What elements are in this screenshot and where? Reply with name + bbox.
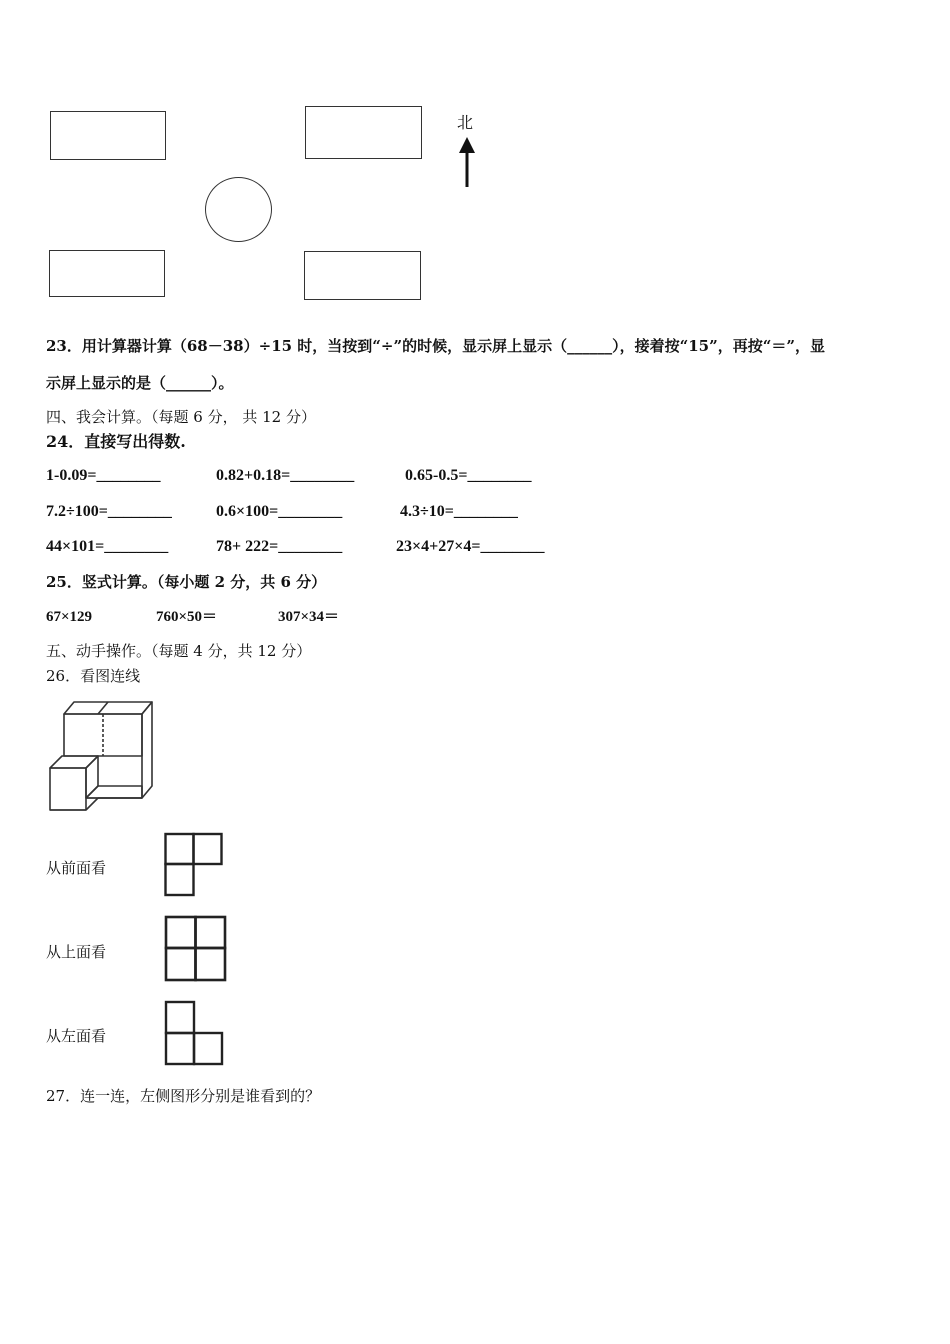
map-box-top-left <box>50 111 166 160</box>
q23-line2: 示屏上显示的是（______）。 <box>46 374 234 392</box>
q24-r1c1: 1-0.09=________ <box>46 467 161 484</box>
q24-r2c3: 4.3÷10=________ <box>400 503 518 520</box>
map-box-bottom-left <box>49 250 165 297</box>
q24-r3c1: 44×101=________ <box>46 538 169 555</box>
q26-view-left-label: 从左面看 <box>46 1027 107 1045</box>
q23-line1: 23．用计算器计算（68－38）÷15 时，当按到“÷”的时候，显示屏上显示（______），接着按“15”，再按“＝”，显 <box>46 337 826 355</box>
q25-item-3: 307×34＝ <box>278 609 340 625</box>
q25-item-2: 760×50＝ <box>156 609 218 625</box>
q26-title: 26．看图连线 <box>46 667 141 685</box>
q24-r1c3: 0.65-0.5=________ <box>405 467 532 484</box>
north-label: 北 <box>457 113 474 132</box>
q24-r2c2: 0.6×100=________ <box>216 503 343 520</box>
map-center-circle <box>205 177 272 242</box>
q24-r3c2: 78+ 222=________ <box>216 538 343 555</box>
q24-r3c3: 23×4+27×4=________ <box>396 538 545 555</box>
left-view-icon <box>164 1000 226 1068</box>
q24-title: 24．直接写出得数. <box>46 432 186 451</box>
q26-view-front-label: 从前面看 <box>46 859 107 877</box>
map-box-bottom-right <box>304 251 421 300</box>
front-view-icon <box>164 832 224 898</box>
cube-figure-icon <box>46 700 156 815</box>
q24-r1c2: 0.82+0.18=________ <box>216 467 355 484</box>
q27-title: 27．连一连，左侧图形分别是谁看到的？ <box>46 1087 321 1105</box>
map-box-top-right <box>305 106 422 159</box>
q25-title: 25．竖式计算。（每小题 2 分，共 6 分） <box>46 573 327 591</box>
north-arrow-icon <box>458 137 476 189</box>
q26-view-top-label: 从上面看 <box>46 943 107 961</box>
q24-r2c1: 7.2÷100=________ <box>46 503 172 520</box>
top-view-icon <box>164 915 228 983</box>
section5-title: 五、动手操作。（每题 4 分，共 12 分） <box>46 642 312 660</box>
section4-title: 四、我会计算。（每题 6 分， 共 12 分） <box>46 408 316 426</box>
q25-item-1: 67×129 <box>46 609 93 625</box>
